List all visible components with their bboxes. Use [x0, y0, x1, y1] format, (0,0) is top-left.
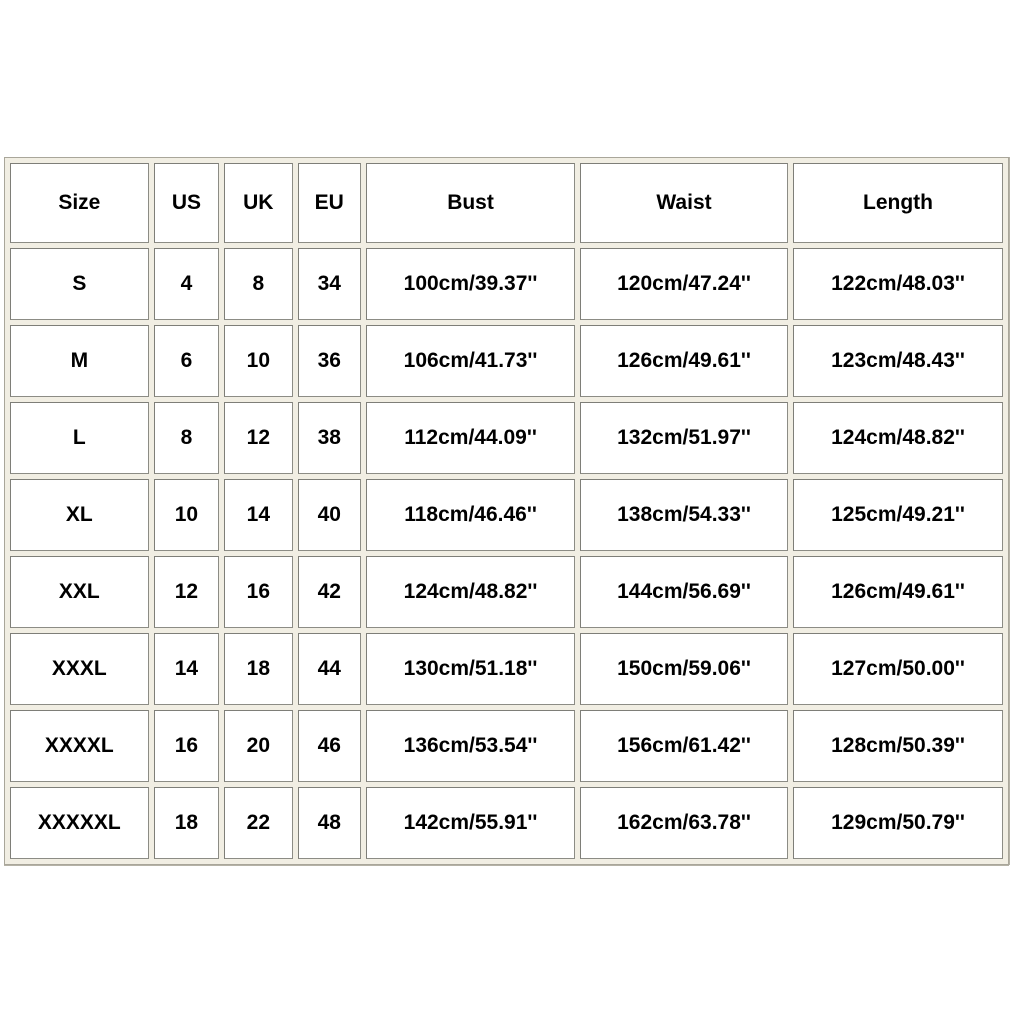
table-cell: 130cm/51.18''	[366, 633, 575, 705]
column-header-3: EU	[298, 163, 362, 243]
table-row	[10, 787, 1003, 859]
table-cell: 138cm/54.33''	[580, 479, 788, 551]
table-cell: 14	[224, 479, 292, 551]
table-cell: 16	[224, 556, 292, 628]
table-cell: 46	[298, 710, 362, 782]
table-cell: 120cm/47.24''	[580, 248, 788, 320]
table-cell: 18	[224, 633, 292, 705]
table-cell: 127cm/50.00''	[793, 633, 1003, 705]
table-cell: 106cm/41.73''	[366, 325, 575, 397]
cell-size-label: M	[10, 325, 149, 397]
table-cell: 38	[298, 402, 362, 474]
table-cell: 162cm/63.78''	[580, 787, 788, 859]
table-cell: 42	[298, 556, 362, 628]
table-cell: 14	[154, 633, 219, 705]
table-cell: 10	[224, 325, 292, 397]
table-cell: 10	[154, 479, 219, 551]
table-cell: 22	[224, 787, 292, 859]
table-cell: 36	[298, 325, 362, 397]
table-cell: 144cm/56.69''	[580, 556, 788, 628]
table-row	[10, 556, 1003, 628]
table-cell: 126cm/49.61''	[793, 556, 1003, 628]
column-header-6: Length	[793, 163, 1003, 243]
table-row	[10, 402, 1003, 474]
table-cell: 20	[224, 710, 292, 782]
column-header-0: Size	[10, 163, 149, 243]
column-header-2: UK	[224, 163, 292, 243]
table-cell: 12	[154, 556, 219, 628]
header-row	[10, 163, 1003, 243]
column-header-4: Bust	[366, 163, 575, 243]
table-row	[10, 710, 1003, 782]
cell-size-label: XXL	[10, 556, 149, 628]
table-cell: 48	[298, 787, 362, 859]
table-cell: 118cm/46.46''	[366, 479, 575, 551]
cell-size-label: S	[10, 248, 149, 320]
table-cell: 129cm/50.79''	[793, 787, 1003, 859]
table-cell: 123cm/48.43''	[793, 325, 1003, 397]
size-chart-header	[10, 163, 1003, 243]
table-cell: 126cm/49.61''	[580, 325, 788, 397]
cell-size-label: XXXXXL	[10, 787, 149, 859]
table-cell: 8	[154, 402, 219, 474]
table-row	[10, 325, 1003, 397]
table-cell: 156cm/61.42''	[580, 710, 788, 782]
table-cell: 18	[154, 787, 219, 859]
cell-size-label: XXXXL	[10, 710, 149, 782]
cell-size-label: XXXL	[10, 633, 149, 705]
table-cell: 125cm/49.21''	[793, 479, 1003, 551]
table-cell: 132cm/51.97''	[580, 402, 788, 474]
table-cell: 8	[224, 248, 292, 320]
table-row	[10, 248, 1003, 320]
table-cell: 122cm/48.03''	[793, 248, 1003, 320]
table-cell: 142cm/55.91''	[366, 787, 575, 859]
table-cell: 100cm/39.37''	[366, 248, 575, 320]
table-cell: 136cm/53.54''	[366, 710, 575, 782]
table-row	[10, 633, 1003, 705]
table-cell: 34	[298, 248, 362, 320]
cell-size-label: L	[10, 402, 149, 474]
table-row	[10, 479, 1003, 551]
table-cell: 4	[154, 248, 219, 320]
table-cell: 112cm/44.09''	[366, 402, 575, 474]
table-cell: 6	[154, 325, 219, 397]
size-chart-body	[10, 248, 1003, 859]
table-cell: 150cm/59.06''	[580, 633, 788, 705]
table-cell: 16	[154, 710, 219, 782]
table-cell: 124cm/48.82''	[366, 556, 575, 628]
size-chart-table	[4, 157, 1009, 865]
column-header-5: Waist	[580, 163, 788, 243]
table-cell: 40	[298, 479, 362, 551]
column-header-1: US	[154, 163, 219, 243]
cell-size-label: XL	[10, 479, 149, 551]
table-cell: 124cm/48.82''	[793, 402, 1003, 474]
table-cell: 128cm/50.39''	[793, 710, 1003, 782]
table-cell: 44	[298, 633, 362, 705]
table-cell: 12	[224, 402, 292, 474]
